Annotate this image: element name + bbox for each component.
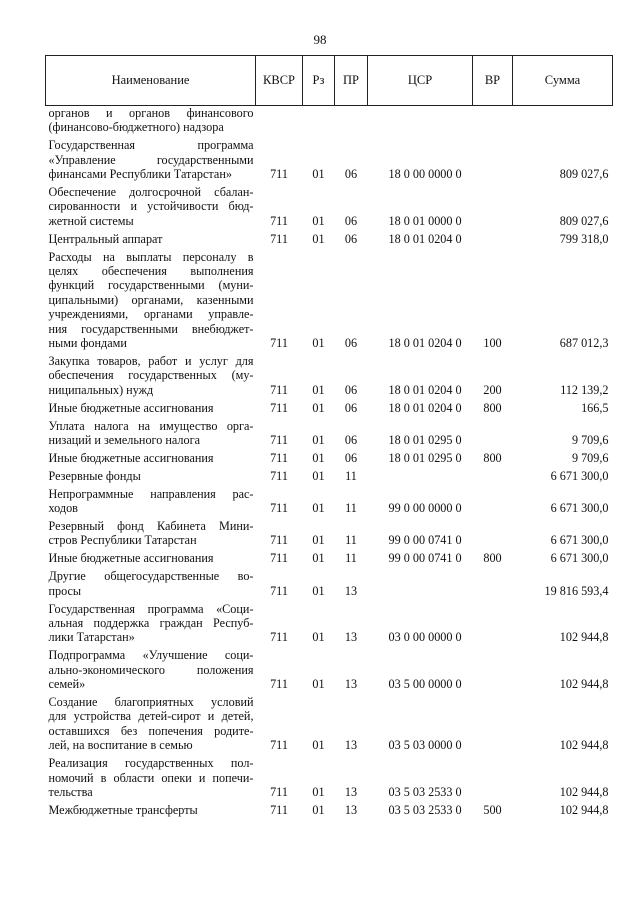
- row-name-line: (финансово-бюджетного) надзора: [48, 120, 224, 135]
- row-name-line: тельства: [48, 784, 93, 799]
- row-rz: 01: [312, 784, 325, 799]
- row-kvsr: [256, 106, 303, 139]
- table-row: [46, 232, 613, 250]
- row-csr: [368, 569, 473, 601]
- row-csr: 03 5 00 0000 0: [388, 677, 462, 692]
- table-row: [46, 551, 613, 569]
- row-vr: [473, 138, 513, 185]
- row-name-line: ально-экономического положения: [48, 662, 254, 677]
- row-vr: [473, 602, 513, 649]
- row-sum: 809 027,6: [559, 167, 609, 182]
- row-kvsr: 711: [270, 382, 288, 397]
- row-name: [46, 803, 256, 821]
- row-name-line: лей, на воспитание в семью: [48, 738, 193, 753]
- row-pr: 06: [344, 231, 358, 246]
- row-pr: 13: [344, 802, 358, 817]
- row-name-line: просы: [48, 583, 82, 598]
- row-vr: [473, 648, 513, 695]
- row-name: [46, 185, 256, 232]
- row-csr: 18 0 01 0295 0: [388, 450, 462, 465]
- row-name-line: ния государственными внебюджет-: [48, 321, 254, 336]
- row-name: [46, 569, 256, 601]
- header-row: [46, 56, 613, 106]
- row-kvsr: 711: [270, 802, 288, 817]
- row-csr: 18 0 01 0204 0: [388, 231, 462, 246]
- row-rz: 01: [312, 167, 325, 182]
- row-sum: 102 944,8: [559, 802, 609, 817]
- row-name: [46, 551, 256, 569]
- row-kvsr: 711: [270, 400, 288, 415]
- row-sum: 6 671 300,0: [550, 501, 609, 516]
- row-sum: 809 027,6: [559, 213, 609, 228]
- row-name: [46, 451, 256, 469]
- row-sum: 9 709,6: [571, 433, 609, 448]
- table-row: [46, 803, 613, 821]
- header-rz: Рз: [303, 56, 335, 106]
- row-vr: [473, 695, 513, 756]
- row-sum: 102 944,8: [559, 630, 609, 645]
- row-name-line: ципальными) органами, казенными: [48, 292, 254, 307]
- row-kvsr: 711: [270, 784, 288, 799]
- row-vr: [473, 756, 513, 803]
- table-row: [46, 569, 613, 601]
- row-rz: [303, 106, 335, 139]
- row-vr: 800: [483, 551, 502, 566]
- row-pr: 11: [345, 533, 357, 548]
- row-csr: 99 0 00 0000 0: [388, 501, 462, 516]
- row-name-line: Создание благоприятных условий: [48, 695, 254, 710]
- row-name-line: Центральный аппарат: [48, 231, 163, 246]
- row-name-line: жетной системы: [48, 213, 134, 228]
- row-vr: [473, 519, 513, 551]
- row-kvsr: 711: [270, 501, 288, 516]
- row-name-line: Другие общегосударственные во-: [48, 569, 254, 584]
- row-rz: 01: [312, 336, 325, 351]
- row-name-line: Резервные фонды: [48, 468, 141, 483]
- row-pr: 11: [345, 551, 357, 566]
- row-name-line: Обеспечение долгосрочной сбалан-: [48, 185, 254, 200]
- row-sum: [513, 106, 613, 139]
- row-rz: 01: [312, 433, 325, 448]
- row-csr: 03 0 00 0000 0: [388, 630, 462, 645]
- row-name-line: Уплата налога на имущество орга-: [48, 418, 254, 433]
- row-kvsr: 711: [270, 231, 288, 246]
- row-rz: 01: [312, 450, 325, 465]
- row-name: [46, 106, 256, 139]
- row-name-line: ходов: [48, 501, 78, 516]
- row-rz: 01: [312, 400, 325, 415]
- table-row: [46, 469, 613, 487]
- row-sum: 102 944,8: [559, 738, 609, 753]
- row-csr: 18 0 00 0000 0: [388, 167, 462, 182]
- row-sum: 166,5: [581, 400, 609, 415]
- header-vr: ВР: [473, 56, 513, 106]
- row-csr: 03 5 03 0000 0: [388, 738, 462, 753]
- table-row: [46, 602, 613, 649]
- row-name-line: функций государственными (муни-: [48, 278, 254, 293]
- row-vr: [473, 569, 513, 601]
- row-name: [46, 354, 256, 401]
- row-name: [46, 756, 256, 803]
- row-csr: 18 0 01 0204 0: [388, 382, 462, 397]
- row-pr: 06: [344, 433, 358, 448]
- row-name-line: «Управление государственными: [48, 152, 254, 167]
- row-pr: 06: [344, 382, 358, 397]
- row-sum: 112 139,2: [560, 382, 609, 397]
- row-csr: 18 0 01 0204 0: [388, 336, 462, 351]
- row-name-line: Резервный фонд Кабинета Мини-: [48, 519, 254, 534]
- row-rz: 01: [312, 677, 325, 692]
- row-csr: 18 0 01 0000 0: [388, 213, 462, 228]
- table-row: [46, 648, 613, 695]
- row-kvsr: 711: [270, 630, 288, 645]
- row-name-line: Непрограммные направления рас-: [48, 486, 254, 501]
- row-sum: 19 816 593,4: [544, 583, 609, 598]
- row-name-line: низаций и земельного налога: [48, 433, 201, 448]
- row-csr: 18 0 01 0295 0: [388, 433, 462, 448]
- row-name-line: Расходы на выплаты персоналу в: [48, 249, 254, 264]
- row-vr: [473, 106, 513, 139]
- row-name-line: номочий в области опеки и попечи-: [48, 770, 254, 785]
- row-name-line: Иные бюджетные ассигнования: [48, 400, 214, 415]
- row-kvsr: 711: [270, 336, 288, 351]
- row-vr: 500: [483, 802, 502, 817]
- table-header: [46, 56, 613, 106]
- row-kvsr: 711: [270, 450, 288, 465]
- row-name-line: ниципальных) нужд: [48, 382, 154, 397]
- table-row: [46, 106, 613, 139]
- table-row: [46, 354, 613, 401]
- row-vr: 800: [483, 450, 502, 465]
- header-name: Наименование: [46, 56, 256, 106]
- budget-table: [45, 55, 613, 821]
- row-pr: 13: [344, 738, 358, 753]
- row-rz: 01: [312, 583, 325, 598]
- row-kvsr: 711: [270, 583, 288, 598]
- row-pr: 06: [344, 213, 358, 228]
- row-name-line: Реализация государственных пол-: [48, 756, 254, 771]
- row-vr: 800: [483, 400, 502, 415]
- row-name: [46, 602, 256, 649]
- row-kvsr: 711: [270, 433, 288, 448]
- row-name-line: Государственная программа «Соци-: [48, 601, 254, 616]
- row-name: [46, 232, 256, 250]
- row-pr: 06: [344, 400, 358, 415]
- row-name-line: Иные бюджетные ассигнования: [48, 551, 214, 566]
- row-name-line: сированности и устойчивости бюд-: [48, 199, 254, 214]
- row-vr: [473, 185, 513, 232]
- row-name: [46, 250, 256, 354]
- row-name-line: учреждениями, органами управле-: [48, 307, 254, 322]
- table-row: [46, 185, 613, 232]
- table-row: [46, 401, 613, 419]
- row-name: [46, 469, 256, 487]
- row-name-line: альная поддержка граждан Респуб-: [48, 616, 254, 630]
- row-rz: 01: [312, 738, 325, 753]
- row-csr: [368, 106, 473, 139]
- row-kvsr: 711: [270, 213, 288, 228]
- row-name: [46, 419, 256, 451]
- header-csr: ЦСР: [368, 56, 473, 106]
- row-kvsr: 711: [270, 533, 288, 548]
- table-row: [46, 756, 613, 803]
- row-sum: 799 318,0: [559, 231, 609, 246]
- row-pr: 06: [344, 450, 358, 465]
- row-kvsr: 711: [270, 468, 288, 483]
- row-pr: 13: [344, 583, 358, 598]
- table-row: [46, 519, 613, 551]
- row-sum: 102 944,8: [559, 784, 609, 799]
- row-name-line: Иные бюджетные ассигнования: [48, 450, 214, 465]
- row-csr: 99 0 00 0741 0: [388, 551, 462, 566]
- row-rz: 01: [312, 213, 325, 228]
- row-csr: 03 5 03 2533 0: [388, 802, 462, 817]
- table-row: [46, 419, 613, 451]
- row-pr: 06: [344, 336, 358, 351]
- row-name-line: оставшихся без попечения родите-: [48, 723, 254, 738]
- row-name-line: Подпрограмма «Улучшение соци-: [48, 648, 254, 663]
- row-sum: 6 671 300,0: [550, 468, 609, 483]
- row-name-line: стров Республики Татарстан: [48, 533, 197, 548]
- row-sum: 6 671 300,0: [550, 533, 609, 548]
- row-csr: 99 0 00 0741 0: [388, 533, 462, 548]
- row-name: [46, 695, 256, 756]
- row-csr: 18 0 01 0204 0: [388, 400, 462, 415]
- page-number: 98: [313, 32, 327, 47]
- row-rz: 01: [312, 630, 325, 645]
- table-row: [46, 250, 613, 354]
- row-pr: 13: [344, 677, 358, 692]
- row-sum: 102 944,8: [559, 677, 609, 692]
- row-name-line: Закупка товаров, работ и услуг для: [48, 354, 254, 368]
- row-vr: [473, 419, 513, 451]
- row-rz: 01: [312, 802, 325, 817]
- row-name-line: финансами Республики Татарстан»: [48, 167, 232, 182]
- table-body: [46, 106, 613, 821]
- table-row: [46, 138, 613, 185]
- row-pr: 13: [344, 784, 358, 799]
- row-vr: [473, 487, 513, 519]
- row-csr: [368, 469, 473, 487]
- row-name-line: лики Татарстан»: [48, 630, 135, 645]
- row-kvsr: 711: [270, 551, 288, 566]
- row-pr: [335, 106, 368, 139]
- row-pr: 11: [345, 468, 357, 483]
- row-sum: 9 709,6: [571, 450, 609, 465]
- header-sum: Сумма: [513, 56, 613, 106]
- row-pr: 11: [345, 501, 357, 516]
- row-sum: 6 671 300,0: [550, 551, 609, 566]
- row-name-line: ными фондами: [48, 336, 127, 351]
- header-pr: ПР: [335, 56, 368, 106]
- row-name: [46, 648, 256, 695]
- row-vr: 100: [483, 336, 502, 351]
- row-name-line: семей»: [48, 677, 86, 692]
- row-sum: 687 012,3: [559, 336, 609, 351]
- row-rz: 01: [312, 231, 325, 246]
- row-name: [46, 519, 256, 551]
- row-name-line: Межбюджетные трансферты: [48, 802, 198, 817]
- row-name-line: Государственная программа: [48, 138, 254, 153]
- row-kvsr: 711: [270, 677, 288, 692]
- row-kvsr: 711: [270, 167, 288, 182]
- row-csr: 03 5 03 2533 0: [388, 784, 462, 799]
- row-rz: 01: [312, 533, 325, 548]
- row-pr: 06: [344, 167, 358, 182]
- row-rz: 01: [312, 551, 325, 566]
- row-name: [46, 138, 256, 185]
- table-row: [46, 451, 613, 469]
- row-name-line: органов и органов финансового: [48, 106, 254, 120]
- row-name-line: обеспечения государственных (му-: [48, 368, 254, 383]
- row-rz: 01: [312, 468, 325, 483]
- row-name-line: целях обеспечения выполнения: [48, 264, 254, 279]
- table-row: [46, 695, 613, 756]
- row-vr: [473, 232, 513, 250]
- row-name: [46, 487, 256, 519]
- row-pr: 13: [344, 630, 358, 645]
- row-vr: 200: [483, 382, 502, 397]
- row-rz: 01: [312, 382, 325, 397]
- row-kvsr: 711: [270, 738, 288, 753]
- header-kvsr: КВСР: [256, 56, 303, 106]
- row-rz: 01: [312, 501, 325, 516]
- table-row: [46, 487, 613, 519]
- row-name-line: для устройства детей-сирот и детей,: [48, 709, 254, 724]
- row-name: [46, 401, 256, 419]
- row-vr: [473, 469, 513, 487]
